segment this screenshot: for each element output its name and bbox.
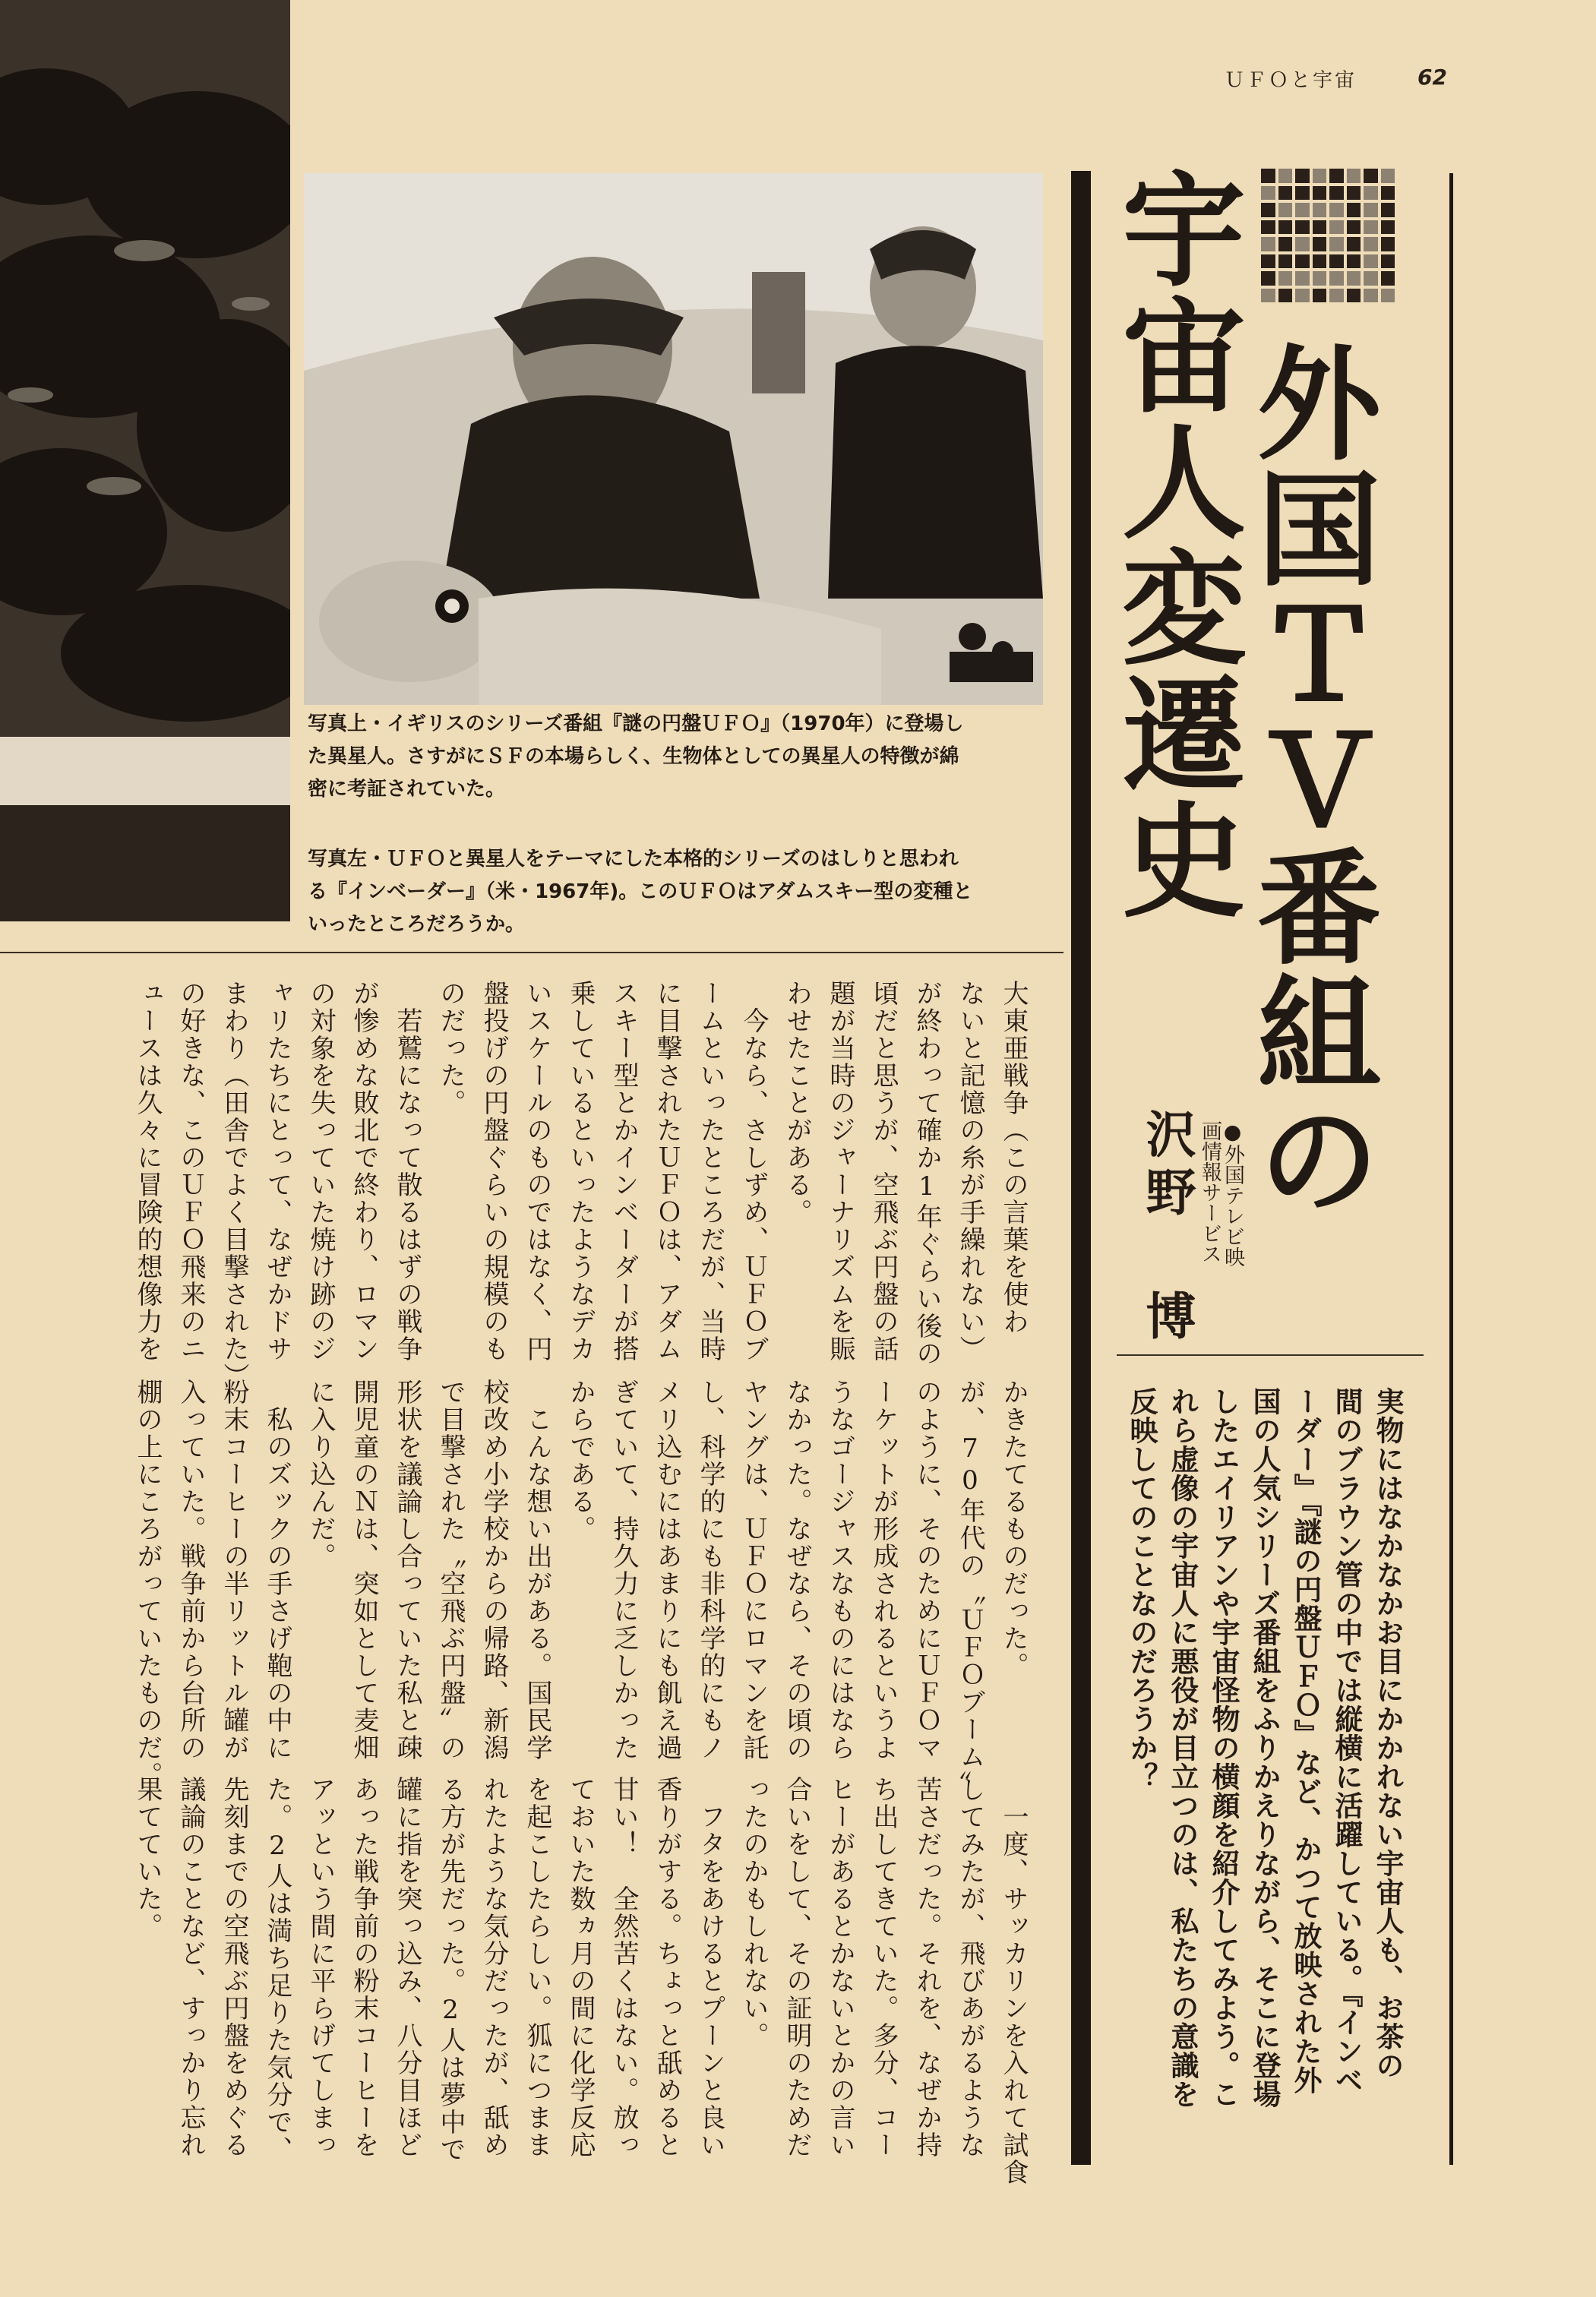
body-line: ュースは久々に冒険的想像力を xyxy=(132,980,163,1363)
body-line: ームといったところだが、当時 xyxy=(695,980,725,1363)
horizontal-rule xyxy=(0,952,1063,953)
body-line: が、70年代の〝ＵＦＯブーム〟 xyxy=(955,1379,985,1798)
body-line: 棚の上にころがっていたものだ。 xyxy=(132,1379,163,1789)
caption-line: 密に考証されていた。 xyxy=(308,778,506,801)
title-line-a: 宇宙人変遷史 xyxy=(1101,166,1244,922)
body-line: うなゴージャスなものにはなら xyxy=(825,1379,855,1761)
body-line: 形状を議論し合っていた私と疎 xyxy=(392,1379,422,1761)
body-line: のように、そのためにＵＦＯマ xyxy=(912,1379,942,1761)
body-line: 題が当時のジャーナリズムを賑 xyxy=(825,980,855,1363)
body-line: る方が先だった。2人は夢中で xyxy=(435,1776,466,2163)
body-text-tier-1 xyxy=(125,980,1035,1390)
body-line: た。2人は満ち足りた気分で、 xyxy=(262,1776,292,2163)
body-line: あった戦争前の粉末コーヒーを xyxy=(349,1776,379,2159)
summary-line: 反映してのことなのだろうか？ xyxy=(1125,1387,1158,1791)
body-line: ーケットが形成されるというよ xyxy=(868,1379,899,1761)
title-line-b: 外国ＴＶ番組の xyxy=(1236,339,1380,1221)
summary-line: れら虚像の宇宙人に悪役が目立つのは、私たちの意識を xyxy=(1166,1387,1199,2109)
body-line: 盤投げの円盤ぐらいの規模のも xyxy=(479,980,509,1363)
summary-line: したエイリアンや宇宙怪物の横顔を紹介してみよう。こ xyxy=(1207,1387,1240,2109)
running-header-section: ＵＦＯと宇宙 xyxy=(1225,69,1357,92)
summary-line: 実物にはなかなかお目にかかれない宇宙人も、お茶の xyxy=(1371,1387,1404,2080)
byline-affiliation xyxy=(1198,1120,1244,1267)
body-line: わせたことがある。 xyxy=(782,980,812,1226)
body-line: 若鷲になって散るはずの戦争 xyxy=(392,980,422,1363)
lead-summary xyxy=(1120,1387,1408,2109)
body-line: 一度、サッカリンを入れて試食 xyxy=(998,1776,1029,2186)
body-line: ったのかもしれない。 xyxy=(738,1776,769,2049)
body-line: 先刻までの空飛ぶ円盤をめぐる xyxy=(219,1776,249,2159)
summary-line: 国の人気シリーズ番組をふりかえりながら、そこに登場 xyxy=(1248,1387,1281,2109)
photo-top-ufo-surgeons xyxy=(304,173,1043,705)
byline-label-line: 画情報サービス xyxy=(1198,1120,1221,1264)
caption-left-photo xyxy=(308,843,972,941)
body-line: アッという間に平らげてしまっ xyxy=(305,1776,336,2159)
body-line: 罐に指を突っ込み、八分目ほど xyxy=(392,1776,422,2159)
body-line: ヤングは、ＵＦＯにロマンを託 xyxy=(738,1379,769,1761)
body-line: 果てていた。 xyxy=(132,1776,163,1940)
body-line: に入り込んだ。 xyxy=(305,1379,336,1570)
body-line: れたような気分だったが、舐め xyxy=(479,1776,509,2159)
caption-line: いったところだろうか。 xyxy=(308,913,526,936)
body-line: ないと記憶の糸が手繰れない） xyxy=(955,980,985,1363)
title-bar-rule xyxy=(1071,171,1091,2165)
body-line: ャリたちにとって、なぜかドサ xyxy=(262,980,292,1363)
page-number: 62 xyxy=(1417,65,1447,90)
body-line: メリ込むにはあまりにも飢え過 xyxy=(652,1379,682,1761)
body-line: 入っていた。戦争前から台所の xyxy=(175,1379,206,1761)
caption-line: 写真左・ＵＦＯと異星人をテーマにした本格的シリーズのはしりと思われ xyxy=(308,848,959,870)
body-line: の対象を失っていた焼け跡のジ xyxy=(305,980,336,1363)
summary-line: ーダー』『謎の円盤ＵＦＯ』など、かつて放映された外 xyxy=(1289,1387,1322,2095)
body-line: まわり（田舎でよく目撃された） xyxy=(219,980,249,1390)
caption-top-photo xyxy=(308,708,964,806)
body-line: スキー型とかインベーダーが搭 xyxy=(608,980,639,1363)
body-line: 香りがする。ちょっと舐めると xyxy=(652,1776,682,2159)
body-line: 甘い！ 全然苦くはない。放っ xyxy=(608,1776,639,2159)
body-line: が終わって確か1年ぐらい後の xyxy=(912,980,942,1367)
body-line: してみたが、飛びあがるような xyxy=(955,1776,985,2159)
body-line: 粉末コーヒーの半リットル罐が xyxy=(219,1379,249,1761)
body-line: フタをあけるとプーンと良い xyxy=(695,1776,725,2159)
body-line: 大東亜戦争（この言葉を使わ xyxy=(998,980,1029,1335)
body-line: のだった。 xyxy=(435,980,466,1117)
summary-rule xyxy=(1117,1354,1424,1356)
body-line: いスケールのものではなく、円 xyxy=(522,980,552,1363)
author-name: 沢野 博 xyxy=(1137,1108,1196,1348)
body-line: ておいた数ヵ月の間に化学反応 xyxy=(565,1776,596,2159)
body-line: こんな想い出がある。国民学 xyxy=(522,1379,552,1761)
body-line: で目撃された〝空飛ぶ円盤〟の xyxy=(435,1379,466,1761)
byline-label-line: ●外国テレビ映 xyxy=(1221,1120,1244,1267)
body-line: を起こしたらしい。狐につまま xyxy=(522,1776,552,2159)
body-line: ヒーがあるとかないとかの言い xyxy=(825,1776,855,2159)
caption-line: る『インベーダー』（米・1967年)。このＵＦＯはアダムスキー型の変種と xyxy=(308,880,973,903)
caption-line: 写真上・イギリスのシリーズ番組『謎の円盤ＵＦＯ』（1970年）に登場し xyxy=(308,712,964,735)
body-line: 議論のことなど、すっかり忘れ xyxy=(175,1776,206,2159)
body-line: 苦さだった。それを、なぜか持 xyxy=(912,1776,942,2159)
summary-line: 間のブラウン管の中では縦横に活躍している。『インベ xyxy=(1330,1387,1363,2095)
title-grid-ornament xyxy=(1261,169,1395,302)
body-line: ち出してきていた。多分、コー xyxy=(868,1776,899,2159)
body-line: 今なら、さしずめ、ＵＦＯブ xyxy=(738,980,769,1363)
body-line: からである。 xyxy=(565,1379,596,1543)
body-line: 開児童のＮは、突如として麦畑 xyxy=(349,1379,379,1761)
caption-line: た異星人。さすがにＳＦの本場らしく、生物体としての異星人の特徴が綿 xyxy=(308,745,959,768)
body-text-tier-2 xyxy=(125,1379,1035,1798)
body-line: に目撃されたＵＦＯは、アダム xyxy=(652,980,682,1363)
body-line: なかった。なぜなら、その頃の xyxy=(782,1379,812,1761)
body-line: 乗しているといったようなデカ xyxy=(565,980,596,1363)
right-border-rule xyxy=(1449,173,1453,2165)
body-line: 私のズックの手さげ鞄の中に xyxy=(262,1379,292,1761)
body-line: し、科学的にも非科学的にもノ xyxy=(695,1379,725,1761)
body-line: が惨めな敗北で終わり、ロマン xyxy=(349,980,379,1363)
body-line: の好きな、このＵＦＯ飛来のニ xyxy=(175,980,206,1363)
photo-left-invaders xyxy=(0,0,290,921)
body-line: 校改め小学校からの帰路、新潟 xyxy=(479,1379,509,1761)
body-line: ぎていて、持久力に乏しかった xyxy=(608,1379,639,1761)
body-line: 合いをして、その証明のためだ xyxy=(782,1776,812,2159)
body-line: 頃だと思うが、空飛ぶ円盤の話 xyxy=(868,980,899,1363)
body-text-tier-3 xyxy=(125,1776,1035,2186)
body-line: かきたてるものだった。 xyxy=(998,1379,1029,1679)
